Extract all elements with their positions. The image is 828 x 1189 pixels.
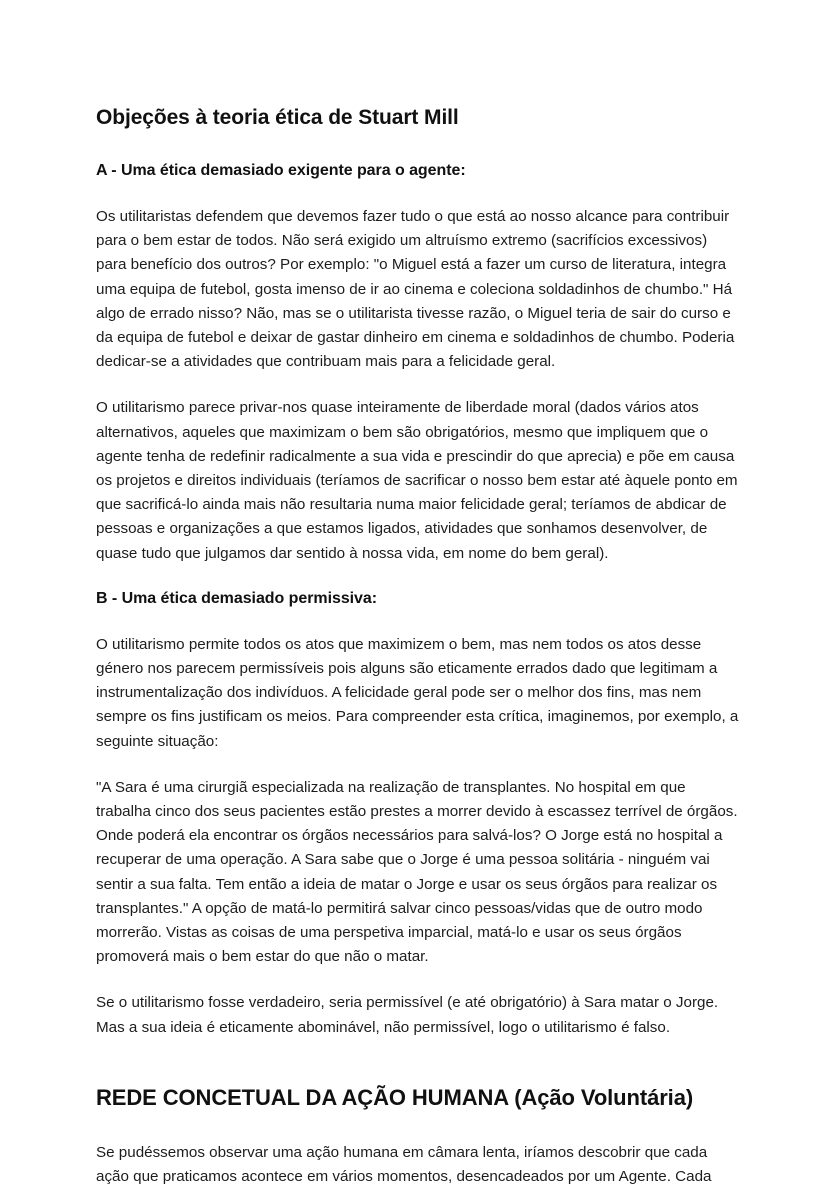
section-heading-b: B - Uma ética demasiado permissiva: — [96, 589, 378, 607]
paragraph-b-2: "A Sara é uma cirurgiã especializada na realização de transplantes. No hospital em que trabalha cinco dos seus pacientes estão prestes a morrer devido à escassez terrível de órgãos. Onde poderá ela encontrar os órgãos necessários para salvá-los? O Jorge está no hospital a recuperar de uma operação. A Sara sabe que o Jorge é uma pessoa solitária - ninguém vai sentir a sua falta. Tem então a ideia de matar o Jorge e usar os seus órgãos para realizar os transplantes." A opção de matá-lo permitirá salvar cinco pessoas/vidas que de outro modo morrerão. Vistas as coisas de uma perspetiva imparcial, matá-lo e usar os seus órgãos promoverá mais o bem estar do que não o matar. — [96, 778, 738, 966]
page-title: Objeções à teoria ética de Stuart Mill — [96, 106, 459, 129]
section-heading-a: A - Uma ética demasiado exigente para o agente: — [96, 162, 466, 179]
paragraph-b-1: O utilitarismo permite todos os atos que maximizem o bem, mas nem todos os atos desse género nos parecem permissíveis pois alguns são eticamente errados dado que legitimam a instrumentalização dos indivíduos. A felicidade geral pode ser o melhor dos fins, mas nem sempre os fins justificam os meios. Para compreender esta crítica, imaginemos, por exemplo, a seguinte situação: — [96, 635, 739, 750]
paragraph-a-2: O utilitarismo parece privar-nos quase inteiramente de liberdade moral (dados vários atos alternativos, aqueles que maximizam o bem são obrigatórios, mesmo que impliquem que o agente tenha de redefinir radicalmente a sua vida e prescindir do que aprecia) e põe em causa os projetos e direitos individuais (teríamos de sacrificar o nosso bem estar até àquele ponto em que sacrificá-lo ainda mais não resultaria numa maior felicidade geral; teríamos de abdicar de pessoas e organizações a que estamos ligados, atividades que sonhamos desenvolver, de quase tudo que julgamos dar sentido à nossa vida, em nome do bem geral). — [96, 399, 738, 562]
paragraph-a-1: Os utilitaristas defendem que devemos fazer tudo o que está ao nosso alcance para contribuir para o bem estar de todos. Não será exigido um altruísmo extremo (sacrifícios excessivos) para benefício dos outros? Por exemplo: "o Miguel está a fazer um curso de literatura, integra uma equipa de futebol, gosta imenso de ir ao cinema e coleciona soldadinhos de chumbo." Há algo de errado nisso? Não, mas se o utilitarista tivesse razão, o Miguel teria de sair do curso e da equipa de futebol e deixar de gastar dinheiro em cinema e soldadinhos de chumbo. Poderia dedicar-se a atividades que contribuam mais para a felicidade geral. — [96, 208, 735, 371]
section-heading-c: REDE CONCETUAL DA AÇÃO HUMANA (Ação Voluntária) — [96, 1084, 694, 1110]
paragraph-c-1: Se pudéssemos observar uma ação humana em câmara lenta, iríamos descobrir que cada ação que praticamos acontece em vários momentos, desencadeados por um Agente. Cada — [96, 1143, 712, 1186]
paragraph-b-3: Se o utilitarismo fosse verdadeiro, seria permissível (e até obrigatório) à Sara matar o Jorge. Mas a sua ideia é eticamente abominável, não permissível, logo o utilitarismo é falso. — [96, 994, 719, 1036]
